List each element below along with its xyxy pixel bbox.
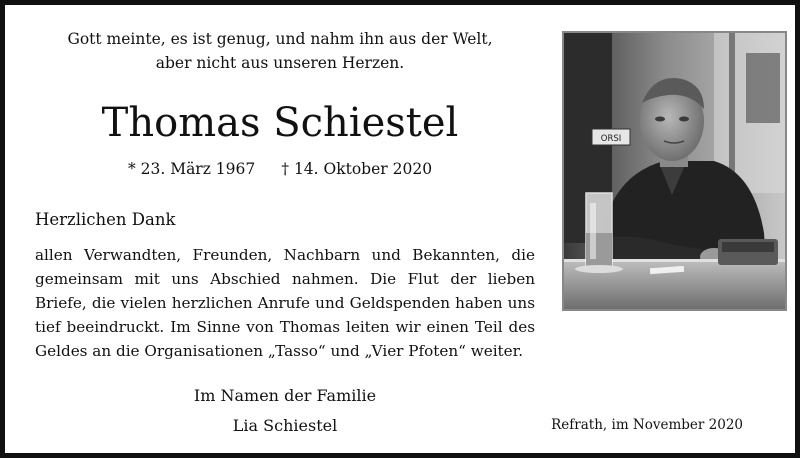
death-date: † 14. Oktober 2020	[281, 160, 433, 178]
ashtray	[718, 239, 778, 265]
verse-line-2: aber nicht aus unseren Herzen.	[155, 54, 405, 72]
thanks-line: allen Verwandten, Freunden, Nachbarn und Bekannten, die	[35, 246, 535, 264]
thanks-line: Geldes an die Organisationen „Tasso“ und „Vier Pfoten“ weiter.	[35, 342, 524, 360]
thanks-text	[35, 243, 535, 363]
birth-date: * 23. März 1967	[127, 160, 256, 178]
verse-line-1: Gott meinte, es ist genug, und nahm ihn aus der Welt,	[67, 30, 493, 48]
signoff-line-1: Im Namen der Familie	[193, 386, 377, 405]
thanks-line: gemeinsam mit uns Abschied nahmen. Die Flut der lieben	[35, 270, 535, 288]
place-date: Refrath, im November 2020	[551, 417, 743, 433]
thanks-line: Briefe, die vielen herzlichen Anrufe und Geldspenden haben uns	[35, 294, 535, 312]
life-dates	[25, 158, 535, 180]
deceased-name: Thomas Schiestel	[101, 100, 459, 146]
portrait-photo	[562, 31, 787, 311]
verse	[25, 27, 535, 75]
signoff-signature: Lia Schiestel	[232, 416, 338, 435]
background-sign	[592, 129, 630, 145]
thanks-heading: Herzlichen Dank	[35, 210, 176, 229]
thanks-line: tief beeindruckt. Im Sinne von Thomas leiten wir einen Teil des	[35, 318, 535, 336]
sign-text: ORSI	[600, 134, 622, 144]
signoff	[105, 381, 465, 441]
